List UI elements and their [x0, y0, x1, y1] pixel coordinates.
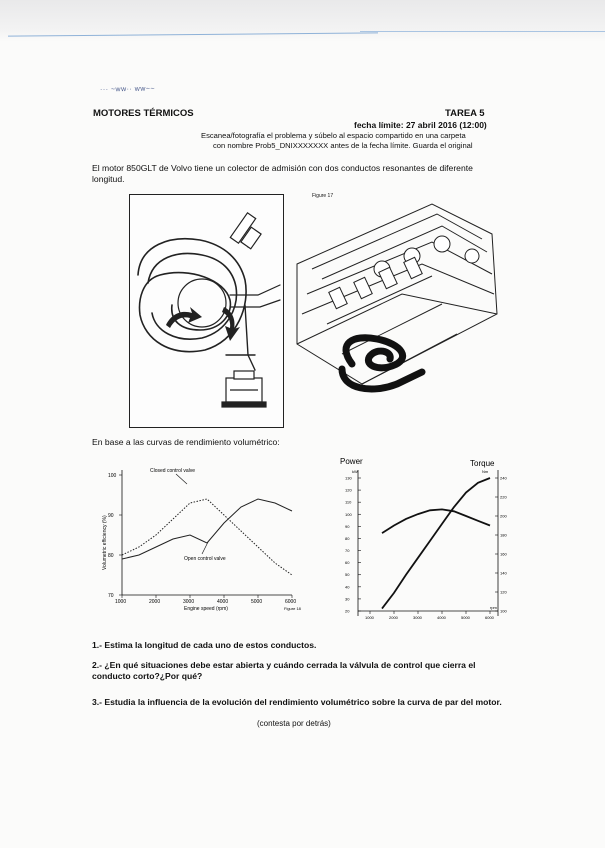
fuel-injector-icon [230, 213, 261, 249]
left-tick-label: 90 [345, 523, 350, 529]
left-tick-label: 130 [345, 475, 352, 481]
series-power [382, 478, 490, 609]
scan-mark: ··· ~ww·· ww~~ [99, 85, 156, 94]
x-tick-label: 5000 [251, 599, 263, 605]
left-tick-label: 60 [345, 560, 350, 566]
question-1: 1.- Estima la longitud de cada uno de estos conductos. [92, 640, 317, 650]
legend-open-valve: Open control valve [184, 556, 226, 562]
deadline: fecha límite: 27 abril 2016 (12:00) [354, 120, 487, 130]
x-tick-label: 5000 [461, 615, 470, 620]
right-tick-label: 140 [500, 570, 507, 576]
power-title: Power [340, 457, 363, 466]
right-tick-label: 220 [500, 494, 507, 500]
torque-title: Torque [470, 459, 495, 468]
y-tick-label: 80 [108, 553, 114, 559]
x-tick-label: 2000 [149, 599, 161, 605]
legend-closed-valve: Closed control valve [150, 468, 196, 474]
actuator-icon [222, 371, 266, 407]
right-tick-label: 180 [500, 532, 507, 538]
y-tick-label: 90 [108, 513, 114, 519]
right-tick-label: 240 [500, 475, 507, 481]
left-tick-label: 110 [345, 499, 352, 505]
figure-18-label: Figure 18 [284, 606, 301, 611]
intake-manifold-diagram [129, 194, 284, 428]
y-tick-label: 70 [108, 593, 114, 599]
footer-note: (contesta por detrás) [257, 719, 331, 728]
left-tick-label: 20 [345, 608, 350, 614]
left-tick-label: 50 [345, 572, 350, 578]
right-unit: Nm [482, 469, 489, 474]
air-spiral-icon [342, 338, 422, 389]
assignment-title: TAREA 5 [445, 108, 485, 119]
left-tick-label: 80 [345, 535, 350, 541]
x-tick-label: 4000 [217, 599, 229, 605]
question-3: 3.- Estudia la influencia de la evolución del rendimiento volumétrico sobre la curva de par del motor. [92, 697, 502, 707]
question-2: 2.- ¿En qué situaciones debe estar abierta y cuándo cerrada la válvula de control que cierra el conducto corto?¿Por qué? [92, 660, 476, 681]
right-tick-label: 160 [500, 551, 507, 557]
series-torque [382, 509, 490, 533]
right-tick-label: 200 [500, 513, 507, 519]
flow-arrows-icon [166, 307, 240, 341]
left-tick-label: 30 [345, 596, 350, 602]
intro-paragraph: El motor 850GLT de Volvo tiene un colector de admisión con dos conductos resonantes de diferente longitud. [92, 163, 473, 184]
curves-intro: En base a las curvas de rendimiento volumétrico: [92, 437, 280, 447]
y-axis-label: Volumetric efficiency (%) [102, 515, 108, 570]
series-closed-valve [122, 499, 292, 575]
x-tick-label: 3000 [413, 615, 422, 620]
x-tick-label: 6000 [485, 615, 494, 620]
instructions-line-2: con nombre Prob5_DNIXXXXXXX antes de la fecha límite. Guarda el original [213, 141, 473, 150]
x-tick-label: 1000 [115, 599, 127, 605]
x-tick-label: 3000 [183, 599, 195, 605]
scan-artifact-line [360, 31, 605, 32]
left-unit: kW [352, 469, 358, 474]
volumetric-efficiency-chart [92, 460, 317, 620]
left-tick-label: 100 [345, 511, 352, 517]
power-torque-chart [330, 456, 510, 622]
figure-label: Figure 17 [312, 193, 334, 199]
x-tick-label: 4000 [437, 615, 446, 620]
right-tick-label: 100 [500, 608, 507, 614]
course-title: MOTORES TÉRMICOS [93, 108, 194, 119]
instructions-line-1: Escanea/fotografía el problema y súbelo al espacio compartido en una carpeta [201, 131, 466, 140]
x-axis-label: Engine speed (rpm) [184, 606, 228, 612]
x-tick-label: 2000 [389, 615, 398, 620]
x-tick-label: 6000 [285, 599, 297, 605]
x-axis-label: rpm [490, 605, 497, 610]
y-tick-label: 100 [108, 473, 117, 479]
x-tick-label: 1000 [365, 615, 374, 620]
series-open-valve [122, 499, 292, 559]
left-tick-label: 40 [345, 584, 350, 590]
left-tick-label: 70 [345, 548, 350, 554]
engine-illustration [282, 194, 502, 426]
right-tick-label: 120 [500, 589, 507, 595]
left-tick-label: 120 [345, 487, 352, 493]
